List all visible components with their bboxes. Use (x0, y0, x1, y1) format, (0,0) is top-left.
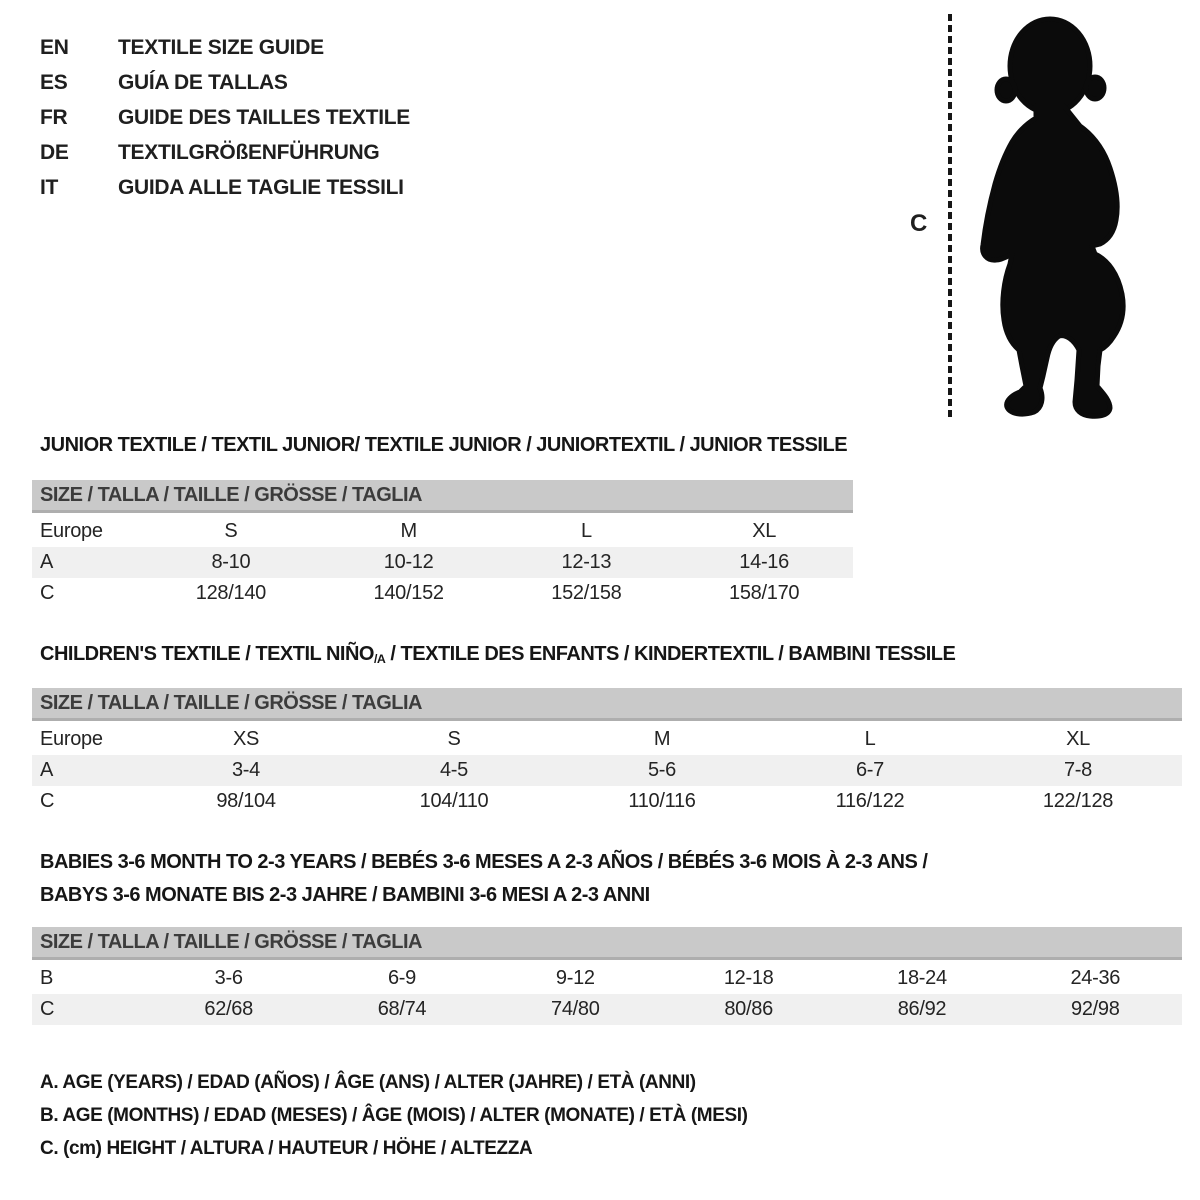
table-row-europe (32, 516, 853, 547)
children-title-text: CHILDREN'S TEXTILE / TEXTIL NIÑO (40, 643, 374, 665)
table-cell: M (653, 728, 671, 750)
footnote-age-months: B. AGE (MONTHS) / EDAD (MESES) / ÂGE (MOIS) / ALTER (MONATE) / ETÀ (MESI) (40, 1105, 748, 1126)
language-code: FR (40, 105, 68, 129)
table-cell: S (447, 728, 461, 750)
language-code: IT (40, 175, 59, 199)
language-row-de (40, 135, 410, 170)
table-cell: 6-7 (855, 759, 884, 781)
language-legend (40, 30, 410, 205)
table-cell: 3-6 (214, 967, 243, 989)
babies-section-title (40, 846, 927, 912)
table-cell: S (224, 520, 238, 542)
language-code: ES (40, 70, 68, 94)
language-row-es (40, 65, 410, 100)
children-section-title (40, 643, 955, 666)
row-label: Europe (40, 728, 103, 750)
table-row-height (32, 994, 1182, 1025)
table-cell: 5-6 (647, 759, 676, 781)
language-title: GUIDA ALLE TAGLIE TESSILI (118, 175, 404, 199)
row-label: A (40, 551, 54, 573)
table-cell: 86/92 (897, 998, 947, 1020)
table-cell: 104/110 (419, 790, 489, 812)
junior-section-title: JUNIOR TEXTILE / TEXTIL JUNIOR/ TEXTILE JUNIOR / JUNIORTEXTIL / JUNIOR TESSILE (40, 434, 848, 456)
table-cell: 9-12 (555, 967, 595, 989)
table-cell: 122/128 (1042, 790, 1114, 812)
table-cell: 4-5 (439, 759, 468, 781)
table-cell: 92/98 (1071, 998, 1120, 1020)
height-measure-dashed-line (948, 14, 952, 418)
language-row-fr (40, 100, 410, 135)
table-cell: 110/116 (628, 790, 696, 812)
table-cell: L (864, 728, 876, 750)
table-row-europe (32, 724, 1182, 755)
table-row-age (32, 755, 1182, 786)
babies-size-table (32, 927, 1182, 1025)
table-cell: 80/86 (724, 998, 773, 1020)
table-cell: 10-12 (383, 551, 434, 573)
row-label: C (40, 790, 55, 812)
table-cell: 158/170 (729, 582, 800, 604)
language-code: DE (40, 140, 69, 164)
children-size-table (32, 688, 1182, 817)
row-label: Europe (40, 520, 103, 542)
children-size-header: SIZE / TALLA / TAILLE / GRÖSSE / TAGLIA (32, 688, 1182, 721)
language-title: TEXTILGRÖßENFÜHRUNG (118, 140, 380, 164)
footnote-height-cm: C. (cm) HEIGHT / ALTURA / HAUTEUR / HÖHE / ALTEZZA (40, 1138, 533, 1159)
table-cell: 128/140 (195, 582, 266, 604)
children-title-text: / TEXTILE DES ENFANTS / KINDERTEXTIL / BAMBINI TESSILE (385, 643, 956, 665)
table-cell: 12-18 (723, 967, 774, 989)
table-cell: 24-36 (1070, 967, 1121, 989)
language-title: TEXTILE SIZE GUIDE (118, 35, 324, 59)
toddler-silhouette-icon (962, 14, 1142, 420)
footnotes (40, 1066, 748, 1165)
table-cell: L (580, 520, 592, 542)
language-row-en (40, 30, 410, 65)
table-cell: 152/158 (551, 582, 622, 604)
row-label: C (40, 582, 55, 604)
table-cell: 116/122 (835, 790, 905, 812)
row-label: B (40, 967, 54, 989)
table-cell: 14-16 (739, 551, 789, 573)
table-cell: XL (1066, 728, 1090, 750)
table-cell: 98/104 (216, 790, 276, 812)
table-cell: 12-13 (561, 551, 612, 573)
language-title: GUÍA DE TALLAS (118, 70, 288, 94)
table-cell: M (400, 520, 417, 542)
row-label: A (40, 759, 54, 781)
babies-size-header: SIZE / TALLA / TAILLE / GRÖSSE / TAGLIA (32, 927, 1182, 960)
table-row-months (32, 963, 1182, 994)
junior-size-table (32, 480, 853, 609)
table-cell: 140/152 (373, 582, 444, 604)
table-cell: 6-9 (387, 967, 416, 989)
junior-size-header: SIZE / TALLA / TAILLE / GRÖSSE / TAGLIA (32, 480, 853, 513)
table-cell: XS (232, 728, 260, 750)
babies-title-line2: BABYS 3-6 MONATE BIS 2-3 JAHRE / BAMBINI 3-6 MESI A 2-3 ANNI (40, 884, 650, 906)
babies-title-line1: BABIES 3-6 MONTH TO 2-3 YEARS / BEBÉS 3-6 MESES A 2-3 AÑOS / BÉBÉS 3-6 MOIS À 2-3 ANS / (40, 851, 928, 873)
height-measure-label: C (910, 210, 928, 237)
table-row-height (32, 786, 1182, 817)
row-label: C (40, 998, 55, 1020)
table-cell: 68/74 (377, 998, 427, 1020)
table-cell: 62/68 (204, 998, 253, 1020)
children-title-subscript: /A (373, 651, 386, 666)
table-cell: 7-8 (1063, 759, 1092, 781)
table-cell: XL (752, 520, 777, 542)
footnote-age-years: A. AGE (YEARS) / EDAD (AÑOS) / ÂGE (ANS) / ALTER (JAHRE) / ETÀ (ANNI) (40, 1072, 696, 1093)
table-cell: 8-10 (211, 551, 251, 573)
language-row-it (40, 170, 410, 205)
language-code: EN (40, 35, 69, 59)
table-row-age (32, 547, 853, 578)
table-cell: 74/80 (551, 998, 600, 1020)
table-cell: 3-4 (231, 759, 260, 781)
language-title: GUIDE DES TAILLES TEXTILE (118, 105, 410, 129)
table-cell: 18-24 (897, 967, 947, 989)
table-row-height (32, 578, 853, 609)
